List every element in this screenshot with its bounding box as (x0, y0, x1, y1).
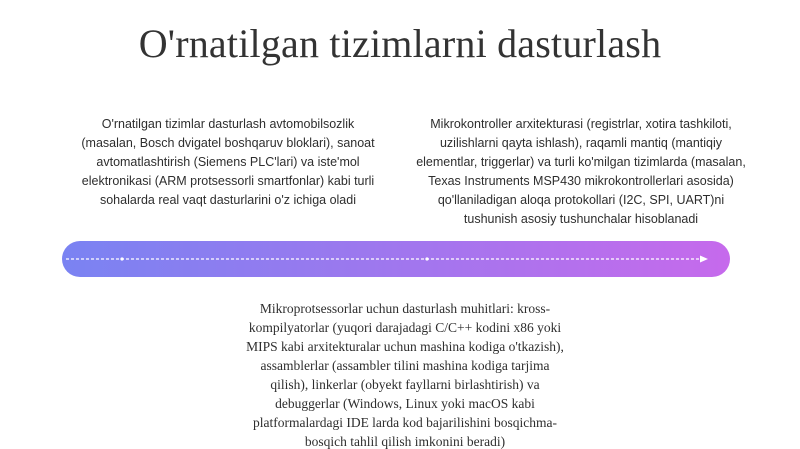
timeline-marker-left (120, 257, 123, 260)
slide-title: O'rnatilgan tizimlarni dasturlash (138, 21, 662, 66)
timeline-arrowhead-icon (700, 256, 708, 263)
text-block-bottom: Mikroprotsessorlar uchun dasturlash muhitlari: kross-kompilyatorlar (yuqori darajadagi C/C++ kodini x86 yoki MIPS kabi arxitekturalar uchun mashina kodiga o'tkazish), assamblerlar (assambler tilini mashina kodiga tarjima qilish), linkerlar (obyekt fayllarni birlashtirish) va debuggerlar (Windows, Linux yoki macOS kabi platformalardagi IDE larda kod bajarilishini bosqichma-bosqich tahlil qilish imkonini beradi) (246, 301, 564, 449)
text-block-right: Mikrokontroller arxitekturasi (registrlar, xotira tashkiloti, uzilishlarni qayta ishlash), raqamli mantiq (mantiqiy elementlar, triggerlar) va turli ko'milgan tizimlarda (masalan, Texas Instruments MSP430 mikrokontrollerlari asosida) qo'llaniladigan aloqa protokollari (I2C, SPI, UART)ni tushunish asosiy tushunchalar hisoblanadi (416, 117, 746, 226)
timeline-bar (62, 241, 730, 277)
timeline-marker-right (425, 257, 428, 260)
timeline-arrow (62, 241, 730, 277)
text-block-left: O'rnatilgan tizimlar dasturlash avtomobilsozlik (masalan, Bosch dvigatel boshqaruv bloklari), sanoat avtomatlashtirish (Siemens PLC'lari) va iste'mol elektronikasi (ARM protsessorli smartfonlar) kabi turli sohalarda real vaqt dasturlarini o'z ichiga oladi (81, 117, 375, 207)
